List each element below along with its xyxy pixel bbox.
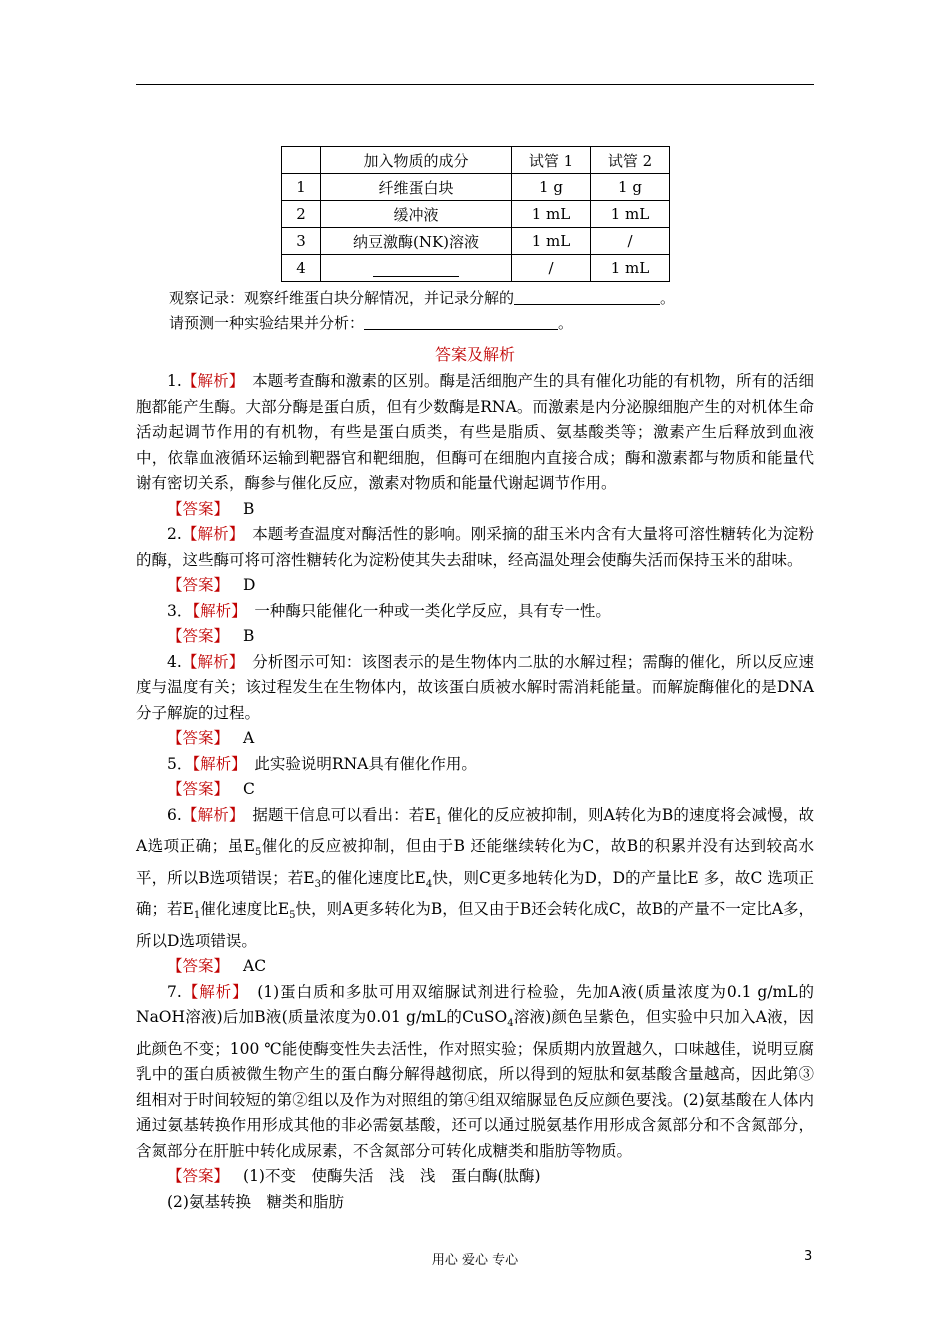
analysis-item-6: 6.【解析】 据题干信息可以看出：若$E_1$ 催化的反应被抑制，则A转化为B的速度将会减慢，故A选项正确；虽$E_5$催化的反应被抑制，但由于B 还能继续转化为C，故B的积累并没有达到较高水平，所以B选项错误；若$E_3$的催化速度比$E_4$快，则C更多地转化为D，D的产量比E 多，故C 选项正确；若$E_1$催化速度比$E_5$快，则A更多转化为B，但又由于B还会转化成C，故B的产量不一定比A多，所以D选项错误。 <box>136 805 815 950</box>
table-cell: 1 mL <box>591 201 670 228</box>
answer-item-6 <box>136 954 814 980</box>
answer-value: C <box>243 780 255 798</box>
analysis-item-2: 2.【解析】 本题考查温度对酶活性的影响。刚采摘的甜玉米内含有大量将可溶性糖转化为淀粉的酶，这些酶可将可溶性糖转化为淀粉使其失去甜味，经高温处理会使酶失活而保持玉米的甜味。 <box>136 525 814 569</box>
answer-item-5 <box>136 777 814 803</box>
table-cell: 2 <box>282 201 321 228</box>
table-cell: 纳豆激酶(NK)溶液 <box>321 228 512 255</box>
table-row <box>282 255 670 282</box>
table-cell: / <box>591 228 670 255</box>
answer-value: A <box>243 729 255 747</box>
table-cell: 1 mL <box>512 201 591 228</box>
predict-line: 请预测一种实验结果并分析： 。 <box>169 314 574 332</box>
table-row <box>282 174 670 201</box>
analysis-item-3: 3．【解析】 一种酶只能催化一种或一类化学反应，具有专一性。 <box>167 601 611 620</box>
table-row <box>282 228 670 255</box>
table-cell: 1 mL <box>591 255 670 282</box>
answer-label: 【答案】 <box>167 957 230 976</box>
analysis-label: 【解析】 <box>181 982 241 1001</box>
experiment-table <box>281 146 670 282</box>
table-header-cell: 加入物质的成分 <box>321 147 512 174</box>
analysis-item-7: 7.【解析】 (1)蛋白质和多肽可用双缩脲试剂进行检验，先加A液(质量浓度为0.1 g/mL的NaOH溶液)后加B液(质量浓度为0.01 g/mL的CuSO$_4$溶液)颜色呈紫色，但实验中只加入A液，因此颜色不变；100 ℃能使酶变性失去活性，作对照实验；保质期内放置越久，口味越佳，说明豆腐乳中的蛋白质被微生物产生的蛋白酶分解得越彻底，所以得到的短肽和氨基酸含量越高，因此第③组相对于时间较短的第②组以及作为对照组的第④组双缩脲显色反应颜色要浅。(2)氨基酸在人体内通过氨基转换作用形成其他的非必需氨基酸，还可以通过脱氨基作用形成含氮部分和不含氮部分，含氮部分在肝脏中转化成尿素，不含氮部分可转化成糖类和脂肪等物质。 <box>136 982 814 1160</box>
analysis-item-1: 1.【解析】 本题考查酶和激素的区别。酶是活细胞产生的具有催化功能的有机物，所有的活细胞都能产生酶。大部分酶是蛋白质，但有少数酶是RNA。而激素是内分泌腺细胞产生的对机体生命活动起调节作用的有机物，有些是蛋白质类，有些是脂质、氨基酸类等；激素产生后释放到血液中，依靠血液循环运输到靶器官和靶细胞，但酶可在细胞内直接合成；酶和激素都与物质和能量代谢有密切关系，酶参与催化反应，激素对物质和能量代谢起调节作用。 <box>136 372 814 492</box>
answer-value: AC <box>243 957 267 976</box>
table-row <box>282 201 670 228</box>
section-title: 答案及解析 <box>434 345 515 364</box>
table-cell: 1 mL <box>512 228 591 255</box>
analysis-item-4: 4.【解析】 分析图示可知：该图表示的是生物体内二肽的水解过程；需酶的催化，所以反应速度与温度有关；该过程发生在生物体内，故该蛋白质被水解时需消耗能量。而解旋酶催化的是DNA分子解旋的过程。 <box>136 652 814 722</box>
analysis-label: 【解析】 <box>192 754 239 773</box>
answer-label: 【答案】 <box>167 780 230 798</box>
table-cell: 纤维蛋白块 <box>321 174 512 201</box>
answer-label: 【答案】 <box>167 1167 230 1186</box>
table-cell: 1 g <box>512 174 591 201</box>
answer-label: 【答案】 <box>167 576 230 594</box>
page-number: 3 <box>804 1249 813 1264</box>
footer-slogan: 用心 爱心 专心 <box>431 1253 519 1268</box>
answer-item-2 <box>136 573 814 599</box>
answer-list <box>136 369 814 1215</box>
answer-label: 【答案】 <box>167 627 230 645</box>
answer-item-4 <box>136 726 814 752</box>
table-cell: 4 <box>282 255 321 282</box>
answer-value: B <box>243 499 255 518</box>
fill-blank <box>514 288 660 305</box>
table-cell: 3 <box>282 228 321 255</box>
table-header-cell: 试管 1 <box>512 147 591 174</box>
header-rule <box>136 84 814 85</box>
answer-item-3 <box>136 624 814 650</box>
fill-blank <box>373 260 459 277</box>
analysis-label: 【解析】 <box>181 372 237 390</box>
table-cell: / <box>512 255 591 282</box>
answer-item-1 <box>136 497 814 523</box>
table-cell: 1 <box>282 174 321 201</box>
fill-blank <box>364 313 558 330</box>
answer-label: 【答案】 <box>167 499 230 518</box>
answer-label: 【答案】 <box>167 729 230 747</box>
analysis-label: 【解析】 <box>181 652 237 671</box>
answer-item-7 <box>136 1164 814 1190</box>
answer-value: D <box>243 576 256 594</box>
analysis-label: 【解析】 <box>181 525 237 543</box>
table-header-row <box>282 147 670 174</box>
table-cell <box>282 147 321 174</box>
analysis-item-5: 5．【解析】 此实验说明RNA具有催化作用。 <box>167 754 477 773</box>
answer-item-7-part2: (2)氨基转换 糖类和脂肪 <box>167 1192 344 1211</box>
answer-value: B <box>243 627 255 645</box>
analysis-label: 【解析】 <box>181 805 237 824</box>
table-header-cell: 试管 2 <box>591 147 670 174</box>
table-cell: 1 g <box>591 174 670 201</box>
analysis-label: 【解析】 <box>192 601 239 620</box>
observe-record-line: 观察记录：观察纤维蛋白块分解情况，并记录分解的 。 <box>169 289 676 307</box>
answer-value: (1)不变 使酶失活 浅 浅 蛋白酶(肽酶) <box>243 1167 541 1186</box>
table-cell: 缓冲液 <box>321 201 512 228</box>
table-blank-cell <box>321 255 512 282</box>
